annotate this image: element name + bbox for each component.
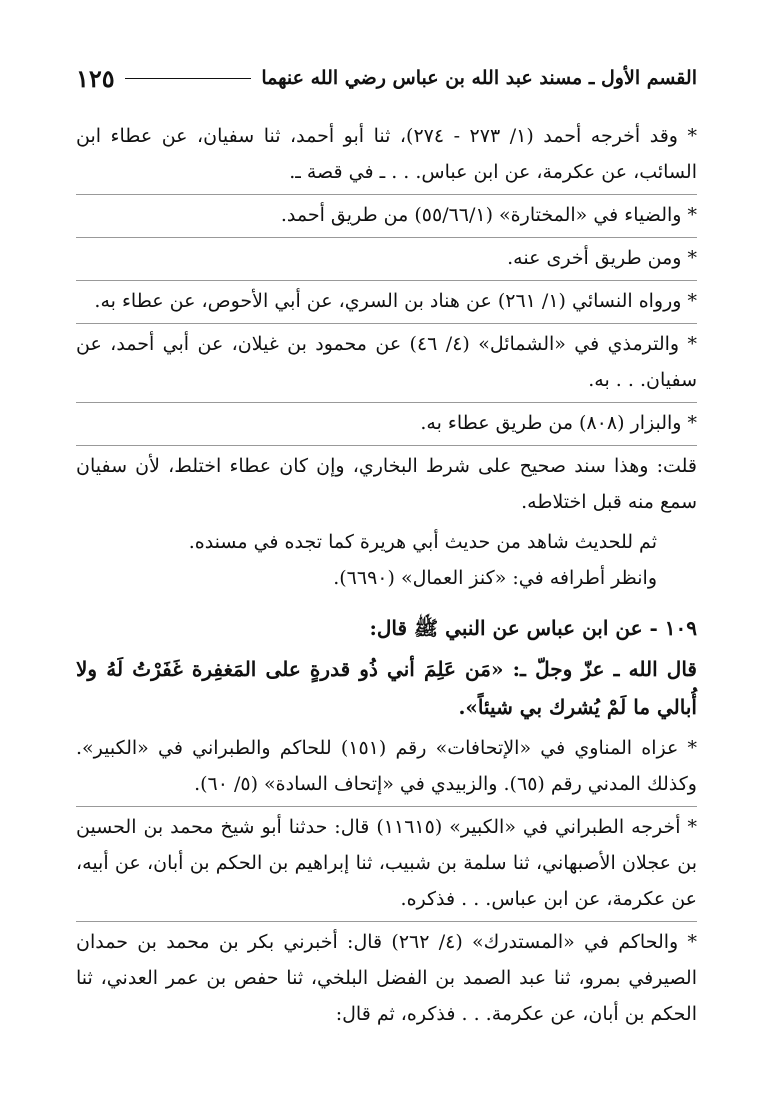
paragraph-3: * ومن طريق أخرى عنه.	[76, 237, 697, 280]
paragraph-11: * أخرجه الطبراني في «الكبير» (١١٦١٥) قال: حدثنا أبو شيخ محمد بن الحسين بن عجلان الأصبهاني، ثنا سلمة بن شبيب، ثنا إبراهيم بن الحكم بن أبان، عن أبيه، عن عكرمة، عن ابن عباس. . . فذكره.	[76, 806, 697, 921]
hadith-text: قال الله ـ عزّ وجلّ ـ: «مَن عَلِمَ أني ذُو قدرةٍ على المَغفِرة غَفَرْتُ لَهُ ولا أُبالي ما لَمْ يُشرك بي شيئاً».	[76, 657, 697, 719]
paragraph-6: * والبزار (٨٠٨) من طريق عطاء به.	[76, 402, 697, 445]
paragraph-7: قلت: وهذا سند صحيح على شرط البخاري، وإن كان عطاء اختلط، لأن سفيان سمع منه قبل اختلاطه.	[76, 445, 697, 524]
header-rule	[125, 78, 252, 79]
paragraph-4: * ورواه النسائي (١/ ٢٦١) عن هناد بن السري، عن أبي الأحوص، عن عطاء به.	[76, 280, 697, 323]
paragraph-12: * والحاكم في «المستدرك» (٤/ ٢٦٢) قال: أخبرني بكر بن محمد بن حمدان الصيرفي بمرو، ثنا عبد الصمد بن الفضل البلخي، ثنا حفص بن عمر العدني، ثنا الحكم بن أبان، عن عكرمة. . . فذكره، ثم قال:	[76, 921, 697, 1036]
paragraph-1: * وقد أخرجه أحمد (١/ ٢٧٣ - ٢٧٤)، ثنا أبو أحمد، ثنا سفيان، عن عطاء ابن السائب، عن عكرمة، عن ابن عباس. . . ـ في قصة ـ.	[76, 125, 697, 183]
paragraph-10: * عزاه المناوي في «الإتحافات» رقم (١٥١) للحاكم والطبراني في «الكبير». وكذلك المدني رقم (٦٥). والزبيدي في «إتحاف السادة» (٥/ ٦٠).	[76, 737, 697, 795]
page-header	[76, 58, 697, 98]
page-number: ١٢٥	[76, 63, 115, 93]
hadith-heading: ١٠٩ - عن ابن عباس عن النبي ﷺ قال:	[369, 616, 697, 640]
paragraph-5: * والترمذي في «الشمائل» (٤/ ٤٦) عن محمود بن غيلان، عن أبي أحمد، عن سفيان. . . به.	[76, 323, 697, 402]
paragraph-8: ثم للحديث شاهد من حديث أبي هريرة كما تجده في مسنده.	[188, 531, 657, 553]
running-title: القسم الأول ـ مسند عبد الله بن عباس رضي الله عنهما	[261, 67, 697, 89]
paragraph-2: * والضياء في «المختارة» (٥٥/٦٦/١) من طريق أحمد.	[76, 194, 697, 237]
paragraph-9: وانظر أطرافه في: «كنز العمال» (٦٦٩٠).	[333, 567, 657, 589]
page-body	[76, 118, 697, 1036]
